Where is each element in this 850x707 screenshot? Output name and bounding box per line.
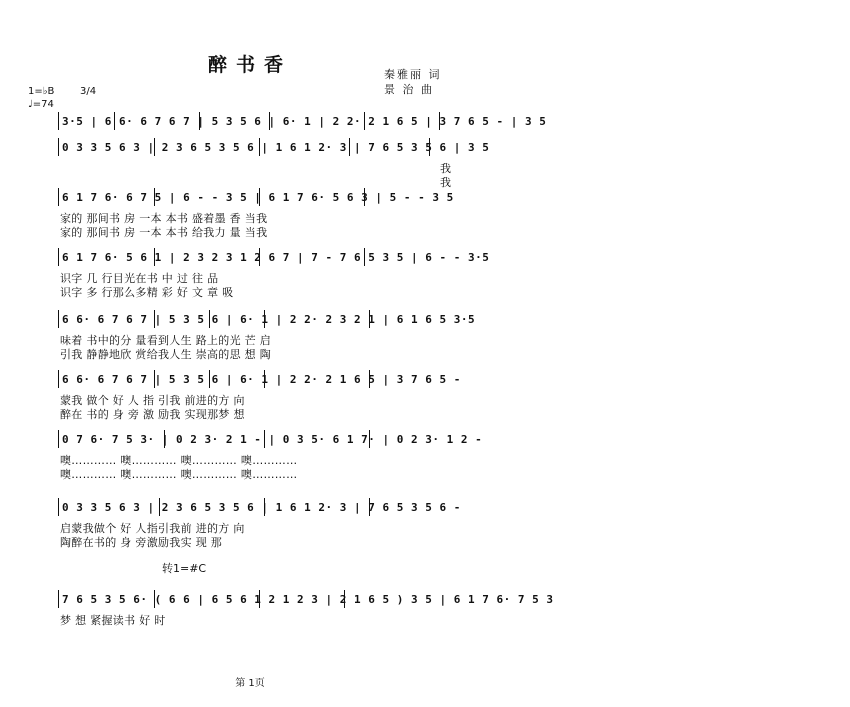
notes: 7 6 5 3 5 6· ( 6 6 | 6 5 6 1 2 1 2 3 | 2 1 6 5 ) 3 5 | 6 1 7 6· 7 5 3 — [62, 593, 554, 606]
score-row-8 — [0, 498, 500, 584]
lyric-line-1: 噢………… 噢………… 噢………… 噢………… — [60, 454, 298, 467]
modulation-label: 转1=#C — [162, 562, 207, 575]
notes: 6 1 7 6· 6 7 5 | 6 - - 3 5 | 6 1 7 6· 5 6 3 | 5 - - 3 5 — [62, 191, 454, 204]
lyric-line-2: 识字 多 行那么多精 彩 好 文 章 吸 — [60, 286, 234, 299]
composer: 景 治 曲 — [384, 83, 434, 96]
notes: 0 3 3 5 6 3 | 2 3 6 5 3 5 6 | 1 6 1 2· 3 | 7 6 5 3 5 6 - — [62, 501, 461, 514]
lyric-line-2: 家的 那间书 房 一本 本书 给我力 量 当我 — [60, 226, 268, 239]
lyric-line-1: 味着 书中的分 量看到人生 路上的光 芒 启 — [60, 334, 272, 347]
lyric-line-1: 蒙我 做个 好 人 指 引我 前进的方 向 — [60, 394, 245, 407]
notes: 0 3 3 5 6 3 | 2 3 6 5 3 5 6 | 1 6 1 2· 3 | 7 6 5 3 5 6 | 3 5 — [62, 141, 490, 154]
lyric-line-1: 家的 那间书 房 一本 本书 盛着墨 香 当我 — [60, 212, 268, 225]
lyric-line-2: 引我 静静地欣 赏给我人生 崇高的思 想 陶 — [60, 348, 272, 361]
lyric-line-2: 陶醉在书的 身 旁激励我实 现 那 — [60, 536, 223, 549]
lyric-line-1: 梦 想 紧握读书 好 时 — [60, 614, 166, 627]
song-title: 醉书香 — [207, 54, 292, 76]
lyric-line-2: 噢………… 噢………… 噢………… 噢………… — [60, 468, 298, 481]
lyric-line-2: 我 — [440, 176, 452, 189]
page-number: 第 1页 — [235, 678, 265, 689]
lyric-line-1: 我 — [440, 162, 452, 175]
lyric-line-2: 醉在 书的 身 旁 激 励我 实现那梦 想 — [60, 408, 245, 421]
tempo: ♩=74 — [28, 99, 54, 110]
notes: 6 1 7 6· 5 6 1 | 2 3 2 3 1 2 6 7 | 7 - 7 6 5 3 5 | 6 - - 3·5 — [62, 251, 490, 264]
lyric-line-1: 启蒙我做个 好 人指引我前 进的方 向 — [60, 522, 245, 535]
notes: 3·5 | 6 6· 6 7 6 7 | 5 3 5 6 | 6· 1 | 2 2· 2 1 6 5 | 3 7 6 5 - | 3 5 — [62, 115, 547, 128]
notes: 0 7 6· 7 5 3· | 0 2 3· 2 1 - | 0 3 5· 6 1 7· | 0 2 3· 1 2 - — [62, 433, 483, 446]
score-row-9 — [0, 590, 554, 676]
notes: 6 6· 6 7 6 7 | 5 3 5 6 | 6· 1 | 2 2· 2 1 6 5 | 3 7 6 5 - — [62, 373, 461, 386]
notes: 6 6· 6 7 6 7 | 5 3 5 6 | 6· 1 | 2 2· 2 3 2 1 | 6 1 6 5 3·5 — [62, 313, 476, 326]
lyric-line-1: 识字 几 行目光在书 中 过 往 品 — [60, 272, 219, 285]
time-signature: 3/4 — [80, 86, 97, 97]
lyricist: 秦雅丽 词 — [384, 68, 442, 81]
key-signature: 1=♭B — [28, 86, 55, 97]
